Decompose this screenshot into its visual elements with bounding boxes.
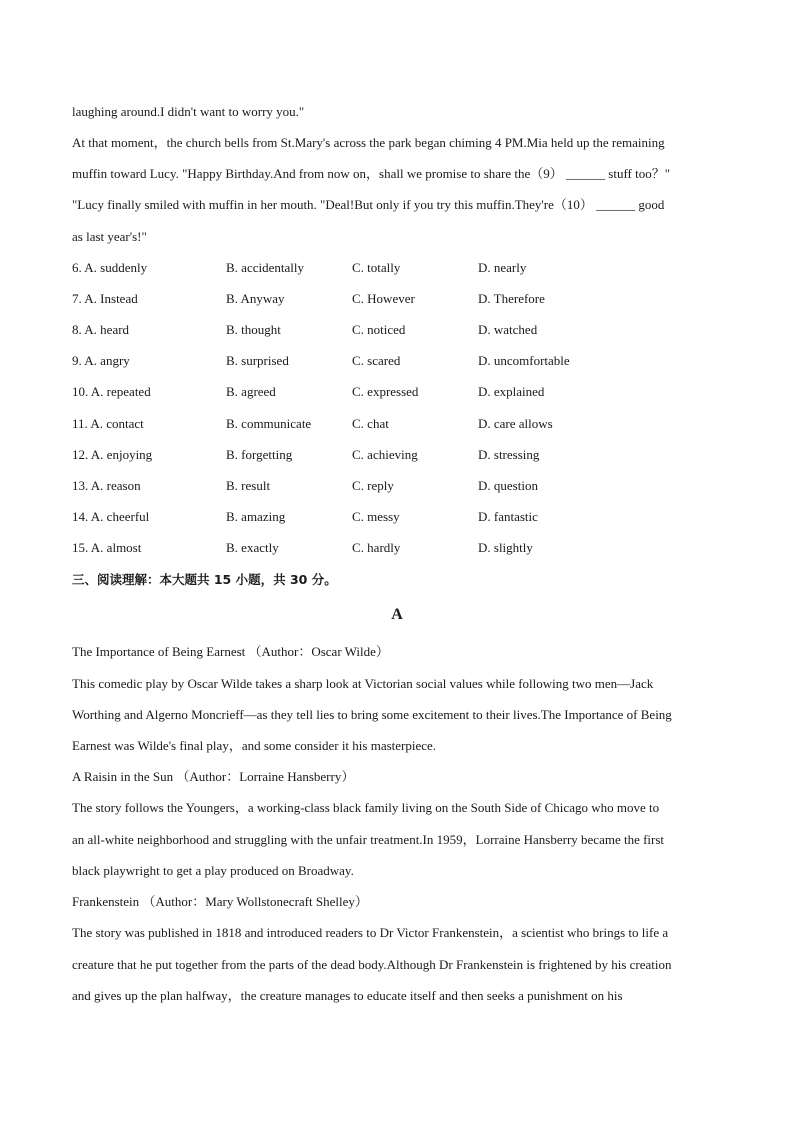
option-c: C. expressed	[352, 384, 419, 399]
option-b: B. amazing	[226, 509, 286, 524]
question-number: 15.	[72, 540, 89, 555]
question-number: 7.	[72, 291, 82, 306]
question-row-14	[72, 508, 732, 526]
book-title-line: A Raisin in the Sun （Author：Lorraine Hansberry）	[72, 769, 355, 784]
option-c: C. achieving	[352, 447, 418, 462]
option-b: B. surprised	[226, 353, 289, 368]
option-b: B. agreed	[226, 384, 276, 399]
option-b: B. accidentally	[226, 260, 304, 275]
option-a	[72, 321, 129, 339]
option-c: C. totally	[352, 260, 401, 275]
option-c: C. messy	[352, 509, 400, 524]
section-heading: 三、阅读理解：本大题共 15 小题，共 30 分。	[72, 572, 337, 587]
option-b: B. thought	[226, 322, 281, 337]
option-b: B. exactly	[226, 540, 279, 555]
option-b: B. result	[226, 478, 271, 493]
question-row-8	[72, 321, 732, 339]
reading-line: Worthing and Algerno Moncrieff—as they tell lies to bring some excitement to their lives.The Importance of Being	[72, 707, 672, 722]
reading-line: and gives up the plan halfway，the creature manages to educate itself and then seeks a punishment on his	[72, 988, 623, 1003]
reading-line: The story follows the Youngers，a working-class black family living on the South Side of Chicago who move to	[72, 800, 660, 815]
passage-line: as last year's!"	[72, 229, 147, 244]
passage-line: "Lucy finally smiled with muffin in her mouth. "Deal!But only if you try this muffin.They're（10） ______ good	[72, 197, 665, 212]
passage-line: At that moment，the church bells from St.Mary's across the park began chiming 4 PM.Mia held up the remaining	[72, 135, 665, 150]
option-a-text: A. cheerful	[90, 509, 150, 524]
option-b: B. Anyway	[226, 291, 285, 306]
question-row-6	[72, 259, 732, 277]
option-a	[72, 477, 141, 495]
question-row-15	[72, 539, 732, 557]
question-row-10	[72, 383, 732, 401]
passage-line: muffin toward Lucy. "Happy Birthday.And from now on，shall we promise to share the（9） ______ stuff too？"	[72, 166, 671, 181]
question-row-11	[72, 415, 732, 433]
question-number: 13.	[72, 478, 89, 493]
option-a	[72, 259, 147, 277]
option-a-text: A. contact	[90, 416, 144, 431]
reading-line: an all-white neighborhood and struggling with the unfair treatment.In 1959，Lorraine Hansberry became the first	[72, 832, 665, 847]
option-d: D. nearly	[478, 260, 527, 275]
option-d: D. stressing	[478, 447, 540, 462]
question-row-9	[72, 352, 732, 370]
option-d: D. explained	[478, 384, 545, 399]
question-number: 9.	[72, 353, 82, 368]
option-d: D. care allows	[478, 416, 553, 431]
option-d: D. slightly	[478, 540, 533, 555]
question-number: 10.	[72, 384, 89, 399]
book-title-line: Frankenstein （Author：Mary Wollstonecraft Shelley）	[72, 894, 368, 909]
option-d: D. watched	[478, 322, 538, 337]
option-a-text: A. reason	[90, 478, 141, 493]
part-heading: A	[391, 606, 403, 623]
option-c: C. However	[352, 291, 415, 306]
option-a-text: A. enjoying	[90, 447, 153, 462]
option-a	[72, 446, 152, 464]
option-c: C. reply	[352, 478, 394, 493]
reading-line: The story was published in 1818 and introduced readers to Dr Victor Frankenstein，a scientist who brings to life a	[72, 925, 669, 940]
question-number: 14.	[72, 509, 89, 524]
question-row-12	[72, 446, 732, 464]
option-a-text: A. heard	[84, 322, 130, 337]
option-c: C. hardly	[352, 540, 401, 555]
question-number: 12.	[72, 447, 89, 462]
option-a	[72, 539, 141, 557]
option-d: D. fantastic	[478, 509, 538, 524]
option-d: D. uncomfortable	[478, 353, 570, 368]
reading-line: black playwright to get a play produced on Broadway.	[72, 863, 354, 878]
option-a	[72, 383, 151, 401]
option-d: D. question	[478, 478, 538, 493]
option-d: D. Therefore	[478, 291, 545, 306]
option-a	[72, 415, 144, 433]
option-a-text: A. almost	[90, 540, 142, 555]
option-b: B. forgetting	[226, 447, 293, 462]
reading-line: Earnest was Wilde's final play，and some consider it his masterpiece.	[72, 738, 437, 753]
option-a	[72, 352, 130, 370]
reading-line: creature that he put together from the parts of the dead body.Although Dr Frankenstein is frightened by his creation	[72, 957, 672, 972]
option-a-text: A. suddenly	[84, 260, 148, 275]
option-c: C. noticed	[352, 322, 406, 337]
question-number: 6.	[72, 260, 82, 275]
option-c: C. scared	[352, 353, 401, 368]
option-b: B. communicate	[226, 416, 312, 431]
reading-line: This comedic play by Oscar Wilde takes a sharp look at Victorian social values while following two men—Jack	[72, 676, 654, 691]
option-a	[72, 508, 149, 526]
question-number: 8.	[72, 322, 82, 337]
question-number: 11.	[72, 416, 88, 431]
book-title-line: The Importance of Being Earnest （Author：Oscar Wilde）	[72, 644, 389, 659]
option-a-text: A. angry	[84, 353, 130, 368]
option-a	[72, 290, 138, 308]
option-a-text: A. Instead	[84, 291, 138, 306]
question-row-7	[72, 290, 732, 308]
passage-line: laughing around.I didn't want to worry you."	[72, 104, 305, 119]
option-a-text: A. repeated	[90, 384, 151, 399]
question-row-13	[72, 477, 732, 495]
option-c: C. chat	[352, 416, 389, 431]
